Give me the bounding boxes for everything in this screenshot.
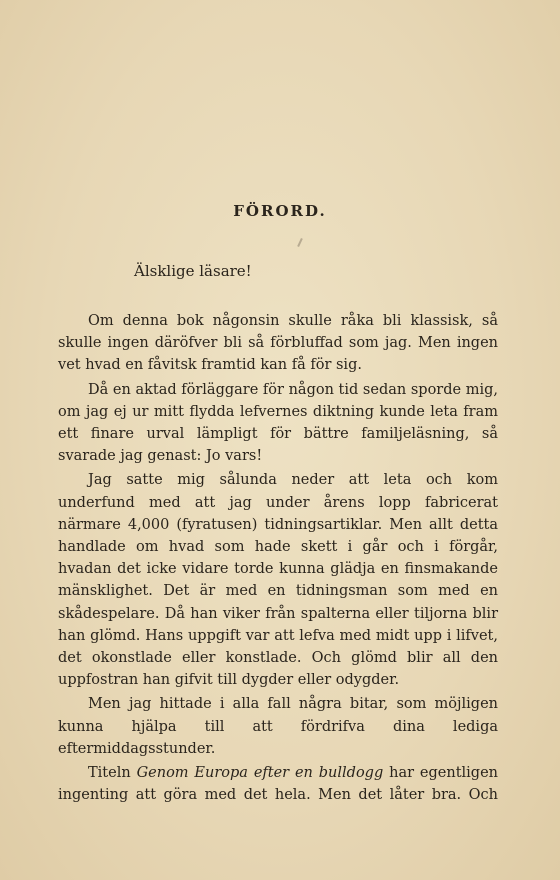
body-text [58,310,498,808]
ink-mark [297,238,303,247]
page-title: FÖRORD. [233,202,327,220]
salutation: Älsklige läsare! [134,262,252,280]
paragraph-1: Om denna bok någonsin skulle råka bli klassisk, så skulle ingen däröfver bli så förbluffad som jag. Men ingen vet hvad en fåvitsk framtid kan få för sig. [58,313,498,374]
paragraph-5 [58,762,498,806]
paragraph-3: Jag satte mig sålunda neder att leta och kom underfund med att jag under årens lopp fabricerat närmare 4,000 (fyratusen) tidningsartiklar. Men allt detta handlade om hvad som hade skett i går och i förgår, hvadan det icke vidare torde kunna glädja en finsmakande mänsklighet. Det är med en tidningsman som med en skådespelare. Då han viker från spalterna eller tiljorna blir han glömd. Hans uppgift var att lefva med midt upp i lifvet, det okonstlade eller konstlade. Och glömd blir all den uppfostran han gifvit till dygder eller odygder. [58,472,498,689]
paragraph-4: Men jag hittade i alla fall några bitar, som möjligen kunna hjälpa till att fördrifva dina lediga eftermiddagsstunder. [58,696,498,757]
paragraph-5-end: har egentligen ingenting att göra med det hela. Men det låter bra. Och [58,765,498,804]
book-title: Genom Europa efter en bulldogg [136,765,384,782]
paragraph-5-start: Titeln [88,765,137,782]
paragraph-2: Då en aktad förläggare för någon tid sedan sporde mig, om jag ej ur mitt flydda lefvernes diktning kunde leta fram ett finare urval lämpligt för bättre familjeläsning, så svarade jag genast: Jo vars! [58,381,498,465]
